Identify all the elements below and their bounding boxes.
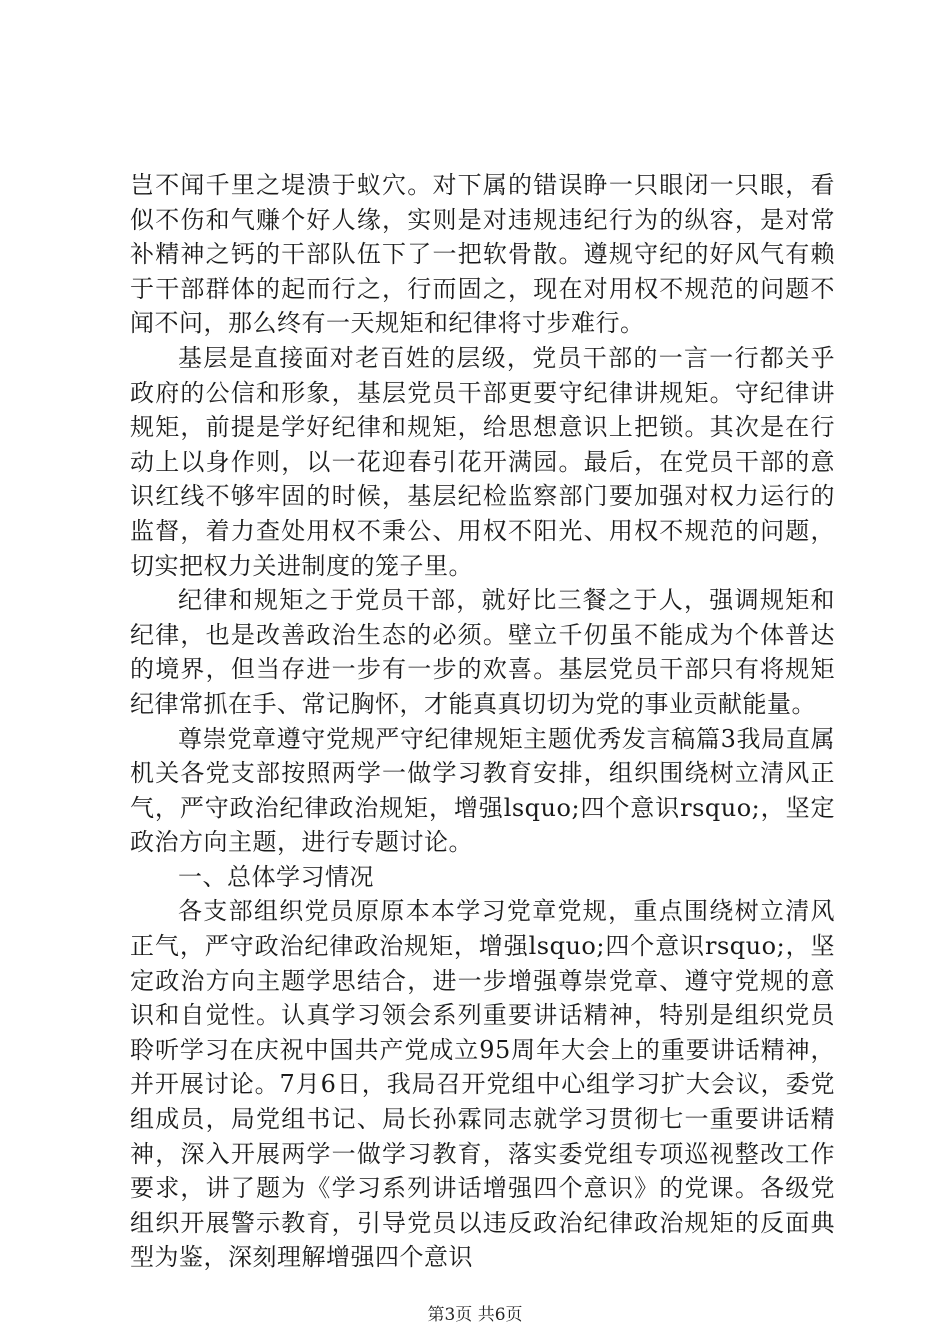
document-body [130,168,835,1275]
page-footer: 第3页 共6页 [427,1305,523,1325]
paragraph-2: 基层是直接面对老百姓的层级，党员干部的一言一行都关乎政府的公信和形象，基层党员干部更要守纪律讲规矩。守纪律讲规矩，前提是学好纪律和规矩，给思想意识上把锁。其次是在行动上以身作则，以一花迎春引花开满园。最后，在党员干部的意识红线不够牢固的时候，基层纪检监察部门要加强对权力运行的监督，着力查处用权不秉公、用权不阳光、用权不规范的问题，切实把权力关进制度的笼子里。 [130,343,835,580]
paragraph-1: 岂不闻千里之堤溃于蚁穴。对下属的错误睁一只眼闭一只眼，看似不伤和气赚个好人缘，实则是对违规违纪行为的纵容，是对常补精神之钙的干部队伍下了一把软骨散。遵规守纪的好风气有赖于干部群体的起而行之，行而固之，现在对用权不规范的问题不闻不问，那么终有一天规矩和纪律将寸步难行。 [130,171,835,338]
section-heading: 一、总体学习情况 [178,862,374,891]
paragraph-4: 尊崇党章遵守党规严守纪律规矩主题优秀发言稿篇3我局直属机关各党支部按照两学一做学习教育安排，组织围绕树立清风正气，严守政治纪律政治规矩，增强lsquo;四个意识rsquo;，坚定政治方向主题，进行专题讨论。 [130,724,835,857]
paragraph-3: 纪律和规矩之于党员干部，就好比三餐之于人，强调规矩和纪律，也是改善政治生态的必须。壁立千仞虽不能成为个体普达的境界，但当存进一步有一步的欢喜。基层党员干部只有将规矩纪律常抓在手、常记胸怀，才能真真切切为党的事业贡献能量。 [130,586,835,718]
paragraph-5: 各支部组织党员原原本本学习党章党规，重点围绕树立清风正气，严守政治纪律政治规矩，增强lsquo;四个意识rsquo;，坚定政治方向主题学思结合，进一步增强尊崇党章、遵守党规的意识和自觉性。认真学习领会系列重要讲话精神，特别是组织党员聆听学习在庆祝中国共产党成立95周年大会上的重要讲话精神，并开展讨论。7月6日，我局召开党组中心组学习扩大会议，委党组成员，局党组书记、局长孙霖同志就学习贯彻七一重要讲话精神，深入开展两学一做学习教育，落实委党组专项巡视整改工作要求，讲了题为《学习系列讲话增强四个意识》的党课。各级党组织开展警示教育，引导党员以违反政治纪律政治规矩的反面典型为鉴，深刻理解增强四个意识 [130,897,835,1272]
